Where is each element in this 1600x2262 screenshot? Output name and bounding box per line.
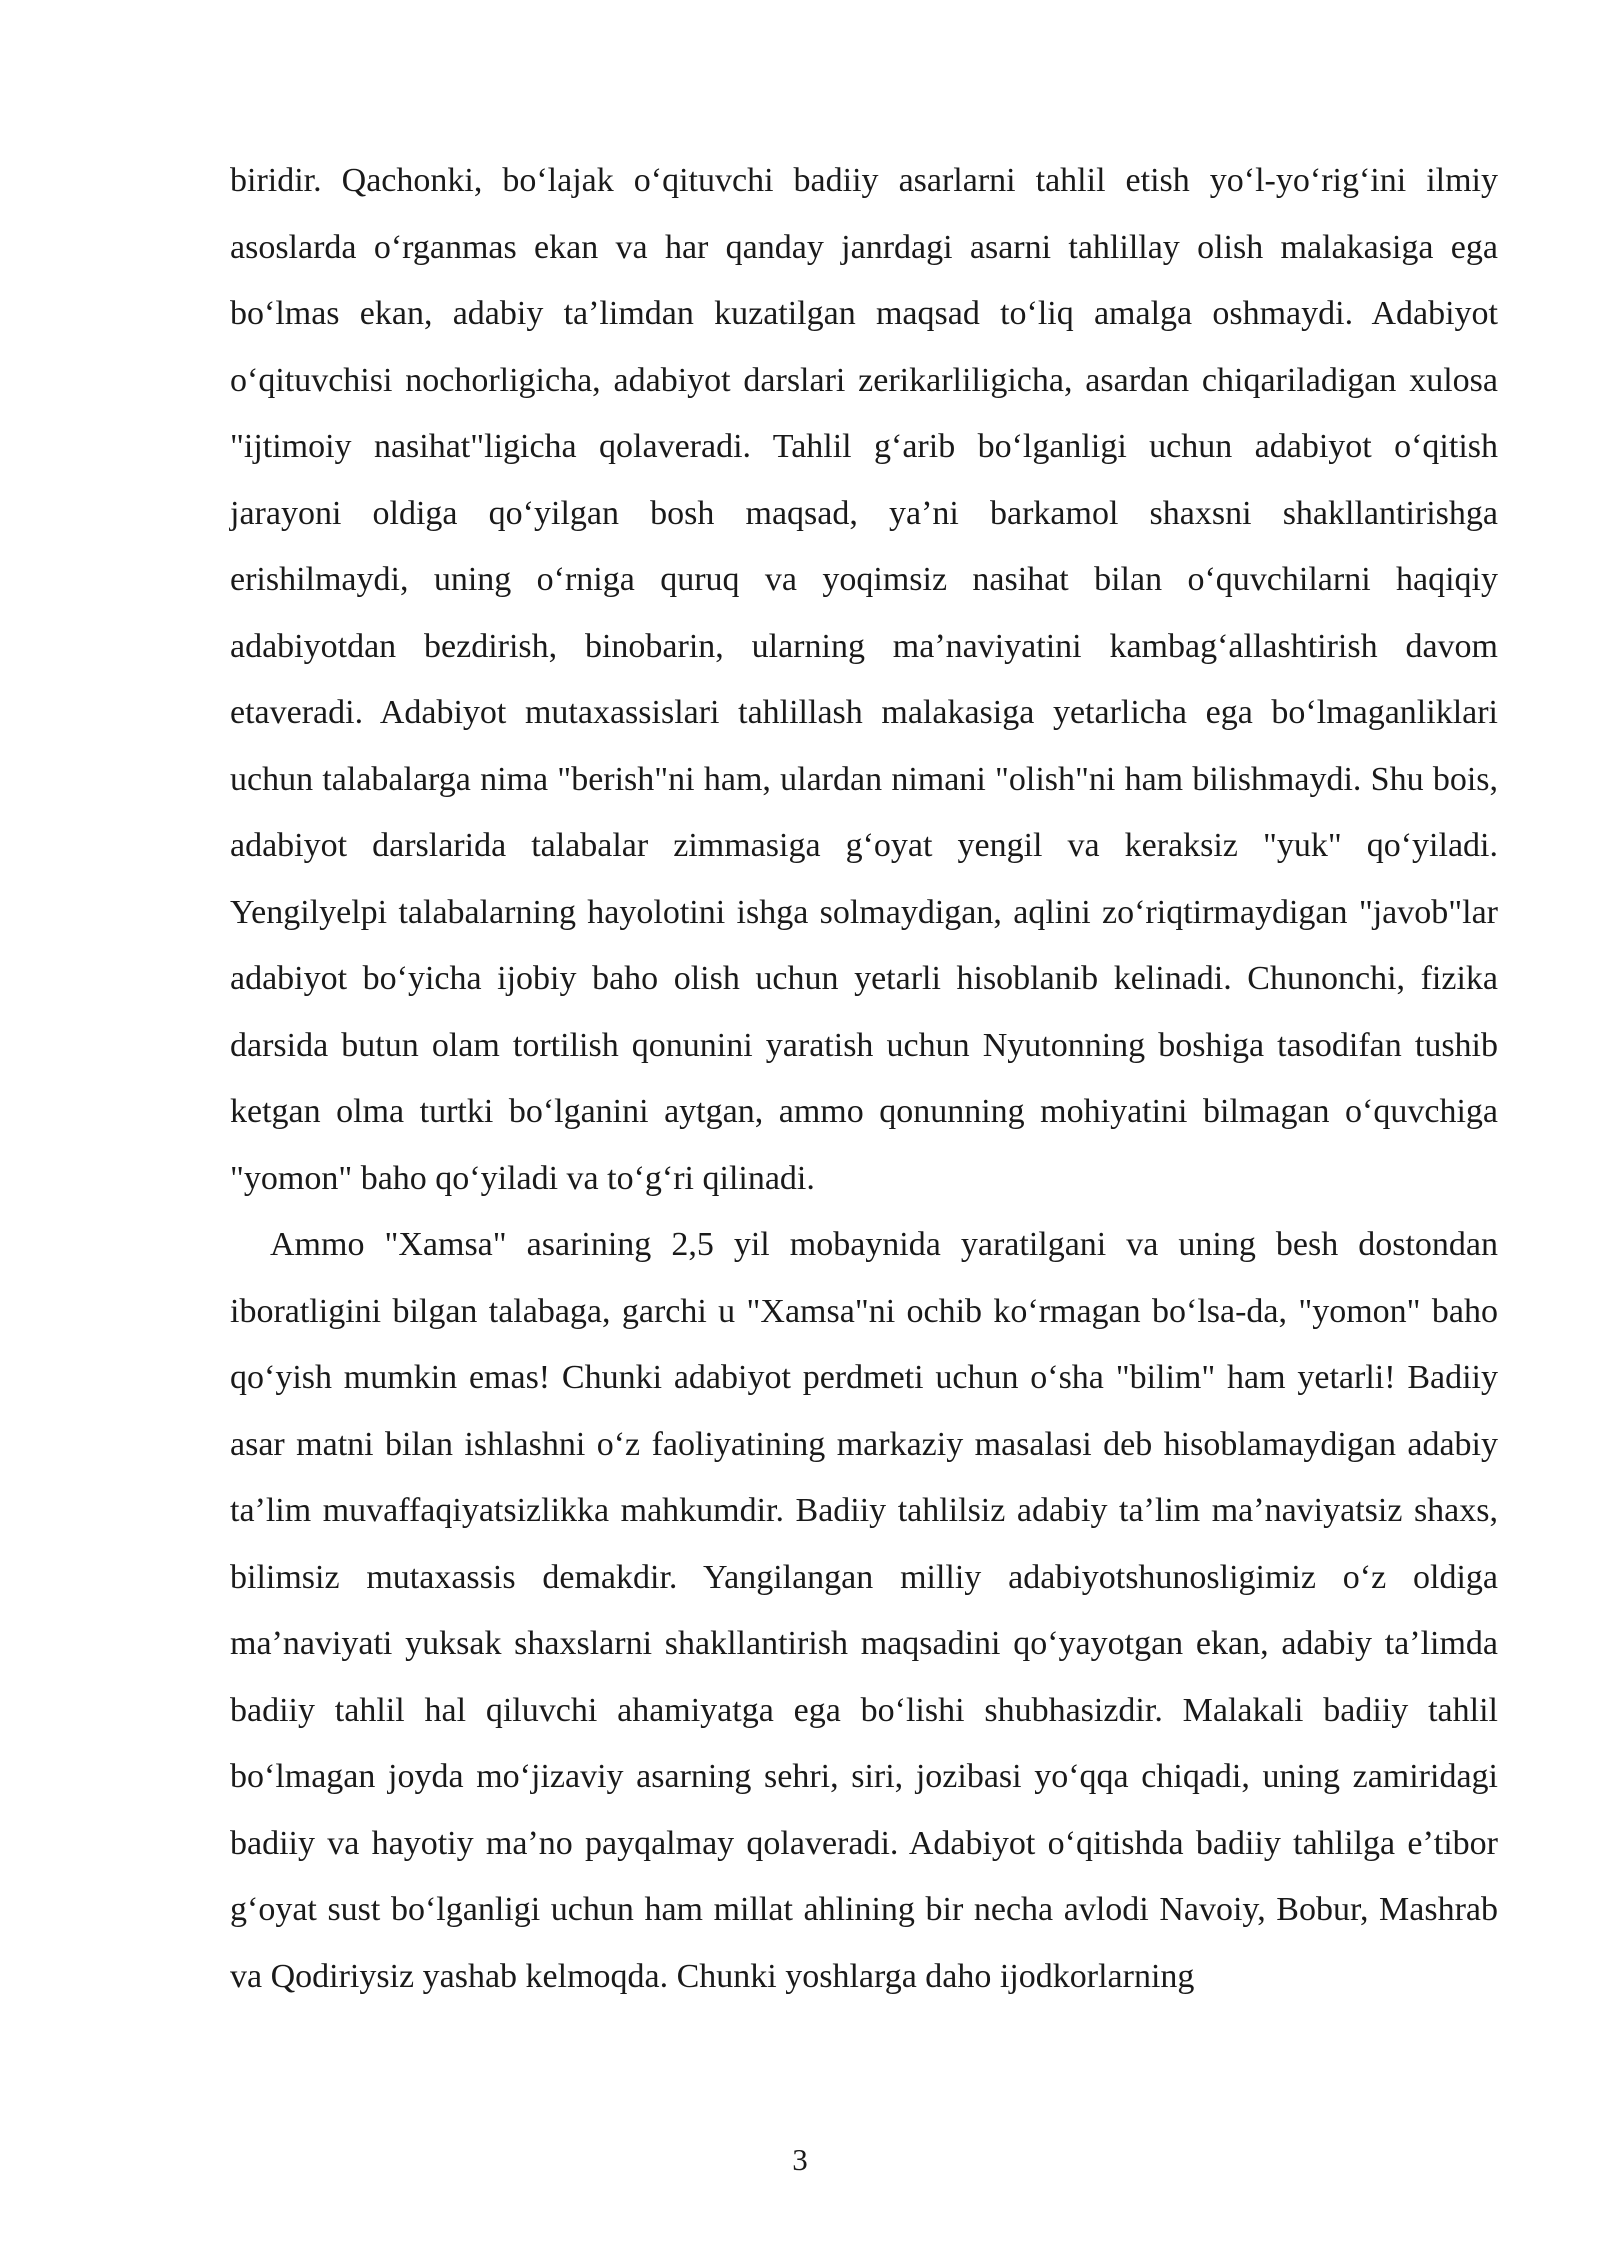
paragraph-2: Ammo "Xamsa" asarining 2,5 yil mobaynida yaratilgani va uning besh dostondan iboratligini bilgan talabaga, garchi u "Xamsa"ni ochib koʻrmagan boʻlsa-da, "yomon" baho qoʻyish mumkin emas! Chunki adabiyot perdmeti uchun oʻsha "bilim" ham yetarli! Badiiy asar matni bilan ishlashni oʻz faoliyatining markaziy masalasi deb hisoblamaydigan adabiy taʼlim muvaffaqiyatsizlikka mahkumdir. Badiiy tahlilsiz adabiy taʼlim maʼnaviyatsiz shaxs, bilimsiz mutaxassis demakdir. Yangilangan milliy adabiyotshunosligimiz oʻz oldiga maʼnaviyati yuksak shaxslarni shakllantirish maqsadini qoʻyayotgan ekan, adabiy taʼlimda badiiy tahlil hal qiluvchi ahamiyatga ega boʻlishi shubhasizdir. Malakali badiiy tahlil boʻlmagan joyda moʻjizaviy asarning sehri, siri, jozibasi yoʻqqa chiqadi, uning zamiridagi badiiy va hayotiy maʼno payqalmay qolaveradi. Adabiyot oʻqitishda badiiy tahlilga eʼtibor gʻoyat sust boʻlganligi uchun ham millat ahlining bir necha avlodi Navoiy, Bobur, Mashrab va Qodiriysiz yashab kelmoqda. Chunki yoshlarga daho ijodkorlarning (230, 1226, 1498, 1995)
paragraph-1: biridir. Qachonki, boʻlajak oʻqituvchi badiiy asarlarni tahlil etish yoʻl-yoʻrigʻini ilmiy asoslarda oʻrganmas ekan va har qanday janrdagi asarni tahlillay olish malakasiga ega boʻlmas ekan, adabiy taʼlimdan kuzatilgan maqsad toʻliq amalga oshmaydi. Adabiyot oʻqituvchisi nochorligicha, adabiyot darslari zerikarliligicha, asardan chiqariladigan xulosa "ijtimoiy nasihat"ligicha qolaveradi. Tahlil gʻarib boʻlganligi uchun adabiyot oʻqitish jarayoni oldiga qoʻyilgan bosh maqsad, yaʼni barkamol shaxsni shakllantirishga erishilmaydi, uning oʻrniga quruq va yoqimsiz nasihat bilan oʻquvchilarni haqiqiy adabiyotdan bezdirish, binobarin, ularning maʼnaviyatini kambagʻallashtirish davom etaveradi. Adabiyot mutaxassislari tahlillash malakasiga yetarlicha ega boʻlmaganliklari uchun talabalarga nima "berish"ni ham, ulardan nimani "olish"ni ham bilishmaydi. Shu bois, adabiyot darslarida talabalar zimmasiga gʻoyat yengil va keraksiz "yuk" qoʻyiladi. Yengilyelpi talabalarning hayolotini ishga solmaydigan, aqlini zoʻriqtirmaydigan "javob"lar adabiyot boʻyicha ijobiy baho olish uchun yetarli hisoblanib kelinadi. Chunonchi, fizika darsida butun olam tortilish qonunini yaratish uchun Nyutonning boshiga tasodifan tushib ketgan olma turtki boʻlganini aytgan, ammo qonunning mohiyatini bilmagan oʻquvchiga "yomon" baho qoʻyiladi va toʻgʻri qilinadi. (230, 162, 1498, 1197)
page-number: 3 (792, 2142, 808, 2177)
body-text (230, 148, 1498, 2010)
